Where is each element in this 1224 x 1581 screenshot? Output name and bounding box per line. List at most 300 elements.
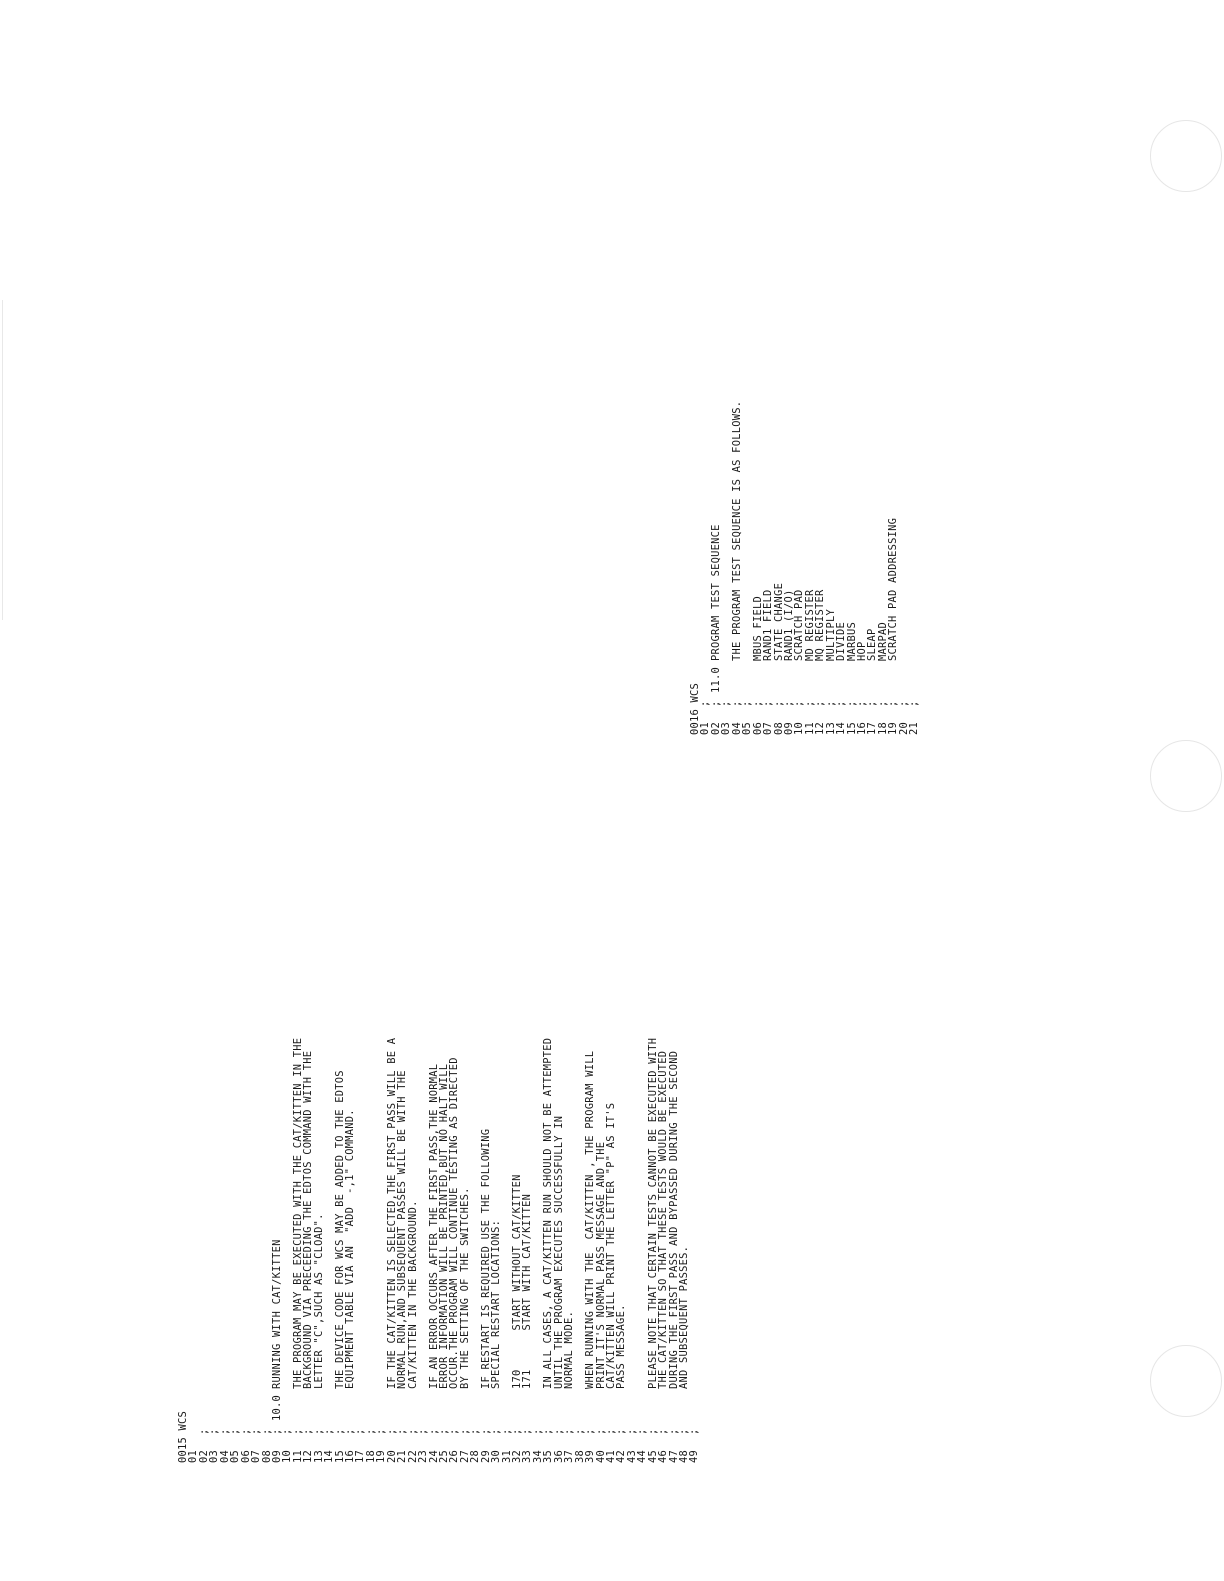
- line-number: 18: [876, 721, 889, 735]
- line-number: 30: [490, 1449, 503, 1463]
- line-text: BACKGROUND VIA PRECEEDING THE EDTOS COMMAND WITH THE: [302, 1050, 315, 1389]
- line-number: 17: [866, 721, 879, 735]
- listing-line: [888, 401, 898, 735]
- line-number: 37: [563, 1449, 576, 1463]
- comment-marker: ;: [354, 1428, 367, 1435]
- comment-marker: ;: [793, 700, 806, 707]
- section-label: [293, 1389, 303, 1421]
- line-number: 22: [406, 1449, 419, 1463]
- line-number: 08: [772, 721, 785, 735]
- line-number: 21: [396, 1449, 409, 1463]
- line-number: 12: [302, 1449, 315, 1463]
- section-label: [679, 1389, 689, 1421]
- line-number: 19: [887, 721, 900, 735]
- line-text: MBUS FIELD: [751, 595, 764, 661]
- line-number: 18: [364, 1449, 377, 1463]
- line-text: 171 START WITH CAT/KITTEN: [521, 1193, 534, 1389]
- line-text: CAT/KITTEN WILL PRINT THE LETTER "P" AS IT'S: [604, 1102, 617, 1389]
- comment-marker: ;: [323, 1428, 336, 1435]
- listing-line: [272, 1038, 282, 1463]
- section-label: [251, 1389, 261, 1421]
- section-label: [543, 1389, 553, 1421]
- comment-marker: ;: [824, 700, 837, 707]
- page-header: 0016 WCS: [689, 682, 701, 735]
- section-label: [627, 1389, 637, 1421]
- line-number: 43: [625, 1449, 638, 1463]
- listing-line: [909, 401, 919, 735]
- binder-hole-top: [1150, 120, 1222, 192]
- line-text: IN ALL CASES, A CAT/KITTEN RUN SHOULD NOT BE ATTEMPTED: [542, 1037, 555, 1389]
- section-label: [512, 1389, 522, 1421]
- comment-marker: ;: [699, 700, 712, 707]
- section-label: [345, 1389, 355, 1421]
- section-label: [909, 661, 919, 693]
- comment-marker: ;: [866, 700, 879, 707]
- comment-marker: ;: [730, 700, 743, 707]
- section-label: [585, 1389, 595, 1421]
- section-label: [366, 1389, 376, 1421]
- comment-marker: ;: [625, 1428, 638, 1435]
- comment-marker: ;: [521, 1428, 534, 1435]
- section-label: [209, 1389, 219, 1421]
- line-text: 170 START WITHOUT CAT/KITTEN: [511, 1174, 523, 1389]
- section-label: [439, 1389, 449, 1421]
- section-label: [355, 1389, 365, 1421]
- listing-line: [345, 1038, 355, 1463]
- line-number: 04: [218, 1449, 231, 1463]
- section-label: [408, 1389, 418, 1421]
- line-number: 11: [291, 1449, 304, 1463]
- line-number: 29: [479, 1449, 492, 1463]
- line-number: 06: [239, 1449, 252, 1463]
- line-text: THE DEVICE CODE FOR WCS MAY BE ADDED TO THE EDTOS: [333, 1070, 346, 1389]
- listing-line: [209, 1038, 219, 1463]
- section-label: [387, 1389, 397, 1421]
- comment-marker: ;: [563, 1428, 576, 1435]
- line-text: RAND1 (I/O): [782, 589, 795, 661]
- section-label: [470, 1389, 480, 1421]
- listing-page-0015: [178, 1038, 700, 1463]
- section-label: [867, 661, 877, 693]
- line-number: 46: [657, 1449, 670, 1463]
- section-label: [522, 1389, 532, 1421]
- comment-marker: ;: [291, 1428, 304, 1435]
- listing-line: [679, 1038, 689, 1463]
- comment-marker: ;: [375, 1428, 388, 1435]
- comment-marker: ;: [573, 1428, 586, 1435]
- listing-line: [606, 1038, 616, 1463]
- section-label: [888, 661, 898, 693]
- line-number: 47: [667, 1449, 680, 1463]
- line-number: 07: [762, 721, 775, 735]
- section-label: [481, 1389, 491, 1421]
- section-label: [418, 1389, 428, 1421]
- listing-line: [355, 1038, 365, 1463]
- comment-marker: ;: [427, 1428, 440, 1435]
- section-label: [899, 661, 909, 693]
- listing-line: [867, 401, 877, 735]
- line-text: PRINT IT'S NORMAL PASS MESSAGE AND THE: [594, 1141, 607, 1389]
- line-number: 41: [604, 1449, 617, 1463]
- line-text: STATE CHANGE: [772, 582, 785, 661]
- section-label: [303, 1389, 313, 1421]
- line-text: LETTER "C",SUCH AS "CLOAD".: [312, 1213, 325, 1389]
- section-label: [606, 1389, 616, 1421]
- line-text: PASS MESSAGE.: [615, 1304, 628, 1389]
- line-number: 10: [793, 721, 806, 735]
- line-number: 02: [197, 1449, 210, 1463]
- line-text: PLEASE NOTE THAT CERTAIN TESTS CANNOT BE EXECUTED WITH: [646, 1037, 659, 1389]
- section-label: 11.0: [709, 666, 722, 693]
- line-number: 25: [437, 1449, 450, 1463]
- section-label: 10.0: [270, 1394, 283, 1421]
- comment-marker: ;: [741, 700, 754, 707]
- line-number: 06: [751, 721, 764, 735]
- section-label: [575, 1389, 585, 1421]
- comment-marker: ;: [302, 1428, 315, 1435]
- section-label: [241, 1389, 251, 1421]
- comment-marker: ;: [615, 1428, 628, 1435]
- line-text: SCRATCH PAD: [793, 589, 806, 661]
- line-number: 10: [281, 1449, 294, 1463]
- listing-line: [188, 1038, 198, 1463]
- line-number: 05: [229, 1449, 242, 1463]
- comment-marker: ;: [333, 1428, 346, 1435]
- section-label: [502, 1389, 512, 1421]
- line-number: 16: [856, 721, 868, 735]
- comment-marker: ;: [636, 1428, 649, 1435]
- comment-marker: ;: [646, 1428, 659, 1435]
- line-text: DIVIDE: [835, 621, 848, 661]
- section-label: [230, 1389, 240, 1421]
- listing-line: [836, 401, 846, 735]
- line-text: DURING THE FIRST PASS AND BYPASSED DURING THE SECOND: [667, 1050, 680, 1389]
- line-number: 17: [354, 1449, 367, 1463]
- line-number: 14: [323, 1449, 336, 1463]
- listing-line: [753, 401, 763, 735]
- comment-marker: ;: [385, 1428, 398, 1435]
- comment-marker: ;: [344, 1428, 356, 1435]
- comment-marker: ;: [469, 1428, 482, 1435]
- section-label: [763, 661, 773, 693]
- listing-line: [418, 1038, 428, 1463]
- section-label: [220, 1389, 230, 1421]
- line-number: 48: [678, 1449, 690, 1463]
- comment-marker: ;: [552, 1428, 565, 1435]
- section-label: [805, 661, 815, 693]
- listing-line: [230, 1038, 240, 1463]
- line-number: 03: [208, 1449, 221, 1463]
- comment-marker: ;: [260, 1428, 273, 1435]
- line-text: MULTIPLY: [824, 608, 837, 661]
- section-label: [314, 1389, 324, 1421]
- comment-marker: ;: [782, 700, 795, 707]
- section-label: [669, 1389, 679, 1421]
- line-text: IF THE CAT/KITTEN IS SELECTED,THE FIRST PASS WILL BE A: [385, 1037, 398, 1389]
- line-number: 20: [897, 721, 910, 735]
- line-number: 32: [511, 1449, 523, 1463]
- section-label: [188, 1389, 198, 1421]
- comment-marker: ;: [667, 1428, 680, 1435]
- comment-marker: ;: [490, 1428, 503, 1435]
- listing-line: [616, 1038, 626, 1463]
- line-text: RAND1 FIELD: [762, 589, 775, 661]
- section-label: [616, 1389, 626, 1421]
- section-label: [335, 1389, 345, 1421]
- listing-line: [366, 1038, 376, 1463]
- line-number: 13: [312, 1449, 325, 1463]
- line-number: 21: [908, 721, 921, 735]
- line-text: SPECIAL RESTART LOCATIONS:: [490, 1219, 503, 1389]
- listing-line: [460, 1038, 470, 1463]
- line-text: HOP: [856, 641, 868, 661]
- line-number: 09: [270, 1449, 283, 1463]
- comment-marker: ;: [594, 1428, 607, 1435]
- line-number: 04: [730, 721, 743, 735]
- comment-marker: ;: [657, 1428, 670, 1435]
- listing-page-0016: [690, 401, 920, 735]
- comment-marker: ;: [772, 700, 785, 707]
- comment-marker: ;: [364, 1428, 377, 1435]
- listing-line: [732, 401, 742, 735]
- line-text: MQ REGISTER: [814, 589, 827, 661]
- section-label: [533, 1389, 543, 1421]
- line-text: NORMAL RUN,AND SUBSEQUENT PASSES WILL BE WITH THE: [396, 1070, 409, 1389]
- listing-line: [554, 1038, 564, 1463]
- section-label: [460, 1389, 470, 1421]
- section-label: [815, 661, 825, 693]
- comment-marker: ;: [458, 1428, 471, 1435]
- listing-line: [784, 401, 794, 735]
- section-label: [857, 661, 867, 693]
- line-number: 07: [250, 1449, 263, 1463]
- listing-line: [742, 401, 752, 735]
- section-label: [721, 661, 731, 693]
- line-number: 16: [344, 1449, 356, 1463]
- line-number: 08: [260, 1449, 273, 1463]
- comment-marker: ;: [479, 1428, 492, 1435]
- listing-line: [324, 1038, 334, 1463]
- section-label: [836, 661, 846, 693]
- comment-marker: ;: [803, 700, 816, 707]
- line-number: 01: [187, 1449, 200, 1463]
- line-text: SCRATCH PAD ADDRESSING: [887, 517, 900, 661]
- section-label: [742, 661, 752, 693]
- comment-marker: ;: [751, 700, 764, 707]
- listing-line: [774, 401, 784, 735]
- listing-line: [241, 1038, 251, 1463]
- line-number: 15: [845, 721, 858, 735]
- line-text: PROGRAM TEST SEQUENCE: [709, 524, 722, 661]
- comment-marker: ;: [876, 700, 889, 707]
- section-label: [199, 1389, 209, 1421]
- comment-marker: ;: [908, 700, 921, 707]
- line-number: 14: [835, 721, 848, 735]
- comment-marker: ;: [678, 1428, 690, 1435]
- line-number: 12: [814, 721, 827, 735]
- line-number: 05: [741, 721, 754, 735]
- section-label: [376, 1389, 386, 1421]
- line-text: RUNNING WITH CAT/KITTEN: [270, 1239, 283, 1389]
- line-number: 28: [469, 1449, 482, 1463]
- comment-marker: ;: [500, 1428, 513, 1435]
- listing-line: [627, 1038, 637, 1463]
- line-number: 24: [427, 1449, 440, 1463]
- section-label: [689, 1389, 699, 1421]
- line-text: NORMAL MODE.: [563, 1310, 576, 1389]
- listing-line: [408, 1038, 418, 1463]
- listing-line: [522, 1038, 532, 1463]
- comment-marker: ;: [835, 700, 848, 707]
- line-text: MARPAD: [876, 621, 889, 661]
- line-text: AND SUBSEQUENT PASSES.: [678, 1245, 690, 1389]
- line-text: CAT/KITTEN IN THE BACKGROUND.: [406, 1200, 419, 1389]
- comment-marker: ;: [897, 700, 910, 707]
- line-text: BY THE SETTING OF THE SWITCHES.: [458, 1187, 471, 1389]
- line-text: MARBUS: [845, 621, 858, 661]
- line-text: IF RESTART IS REQUIRED USE THE FOLLOWING: [479, 1128, 492, 1389]
- section-label: [491, 1389, 501, 1421]
- comment-marker: ;: [604, 1428, 617, 1435]
- line-text: THE PROGRAM TEST SEQUENCE IS AS FOLLOWS.: [730, 400, 743, 661]
- page-header: 0015 WCS: [177, 1410, 189, 1463]
- line-number: 19: [375, 1449, 388, 1463]
- line-number: 49: [688, 1449, 701, 1463]
- listing-line: [899, 401, 909, 735]
- line-number: 39: [584, 1449, 597, 1463]
- listing-line: [763, 401, 773, 735]
- comment-marker: ;: [229, 1428, 242, 1435]
- line-text: THE PROGRAM MAY BE EXECUTED WITH THE CAT/KITTEN IN THE: [291, 1037, 304, 1389]
- listing-line: [585, 1038, 595, 1463]
- line-number: 26: [448, 1449, 461, 1463]
- line-number: 23: [417, 1449, 430, 1463]
- comment-marker: ;: [584, 1428, 597, 1435]
- section-label: [658, 1389, 668, 1421]
- line-number: 01: [699, 721, 712, 735]
- section-label: [774, 661, 784, 693]
- comment-marker: ;: [270, 1428, 283, 1435]
- listing-line: [847, 401, 857, 735]
- section-label: [794, 661, 804, 693]
- line-number: 40: [594, 1449, 607, 1463]
- comment-marker: ;: [281, 1428, 294, 1435]
- comment-marker: ;: [762, 700, 775, 707]
- line-number: 33: [521, 1449, 534, 1463]
- comment-marker: ;: [312, 1428, 325, 1435]
- line-number: 34: [531, 1449, 544, 1463]
- section-label: [826, 661, 836, 693]
- listing-line: [314, 1038, 324, 1463]
- section-label: [878, 661, 888, 693]
- section-label: [847, 661, 857, 693]
- comment-marker: ;: [856, 700, 868, 707]
- comment-marker: ;: [720, 700, 733, 707]
- line-text: SLEAP: [866, 628, 879, 661]
- listing-line: [857, 401, 867, 735]
- listing-line: [658, 1038, 668, 1463]
- binder-hole-middle: [1150, 740, 1222, 812]
- listing-line: [805, 401, 815, 735]
- line-number: 03: [720, 721, 733, 735]
- line-number: 15: [333, 1449, 346, 1463]
- section-label: [732, 661, 742, 693]
- line-number: 42: [615, 1449, 628, 1463]
- line-number: 36: [552, 1449, 565, 1463]
- line-text: MD REGISTER: [803, 589, 816, 661]
- listing-line: [199, 1038, 209, 1463]
- comment-marker: ;: [531, 1428, 544, 1435]
- listing-line: [711, 401, 721, 735]
- listing-line: [491, 1038, 501, 1463]
- section-label: [753, 661, 763, 693]
- section-label: [429, 1389, 439, 1421]
- comment-marker: ;: [218, 1428, 231, 1435]
- comment-marker: ;: [437, 1428, 450, 1435]
- line-number: 44: [636, 1449, 649, 1463]
- section-label: [564, 1389, 574, 1421]
- comment-marker: ;: [250, 1428, 263, 1435]
- section-label: [554, 1389, 564, 1421]
- line-text: UNTIL THE PROGRAM EXECUTES SUCCESSFULLY IN: [552, 1115, 565, 1389]
- comment-marker: ;: [709, 700, 722, 707]
- section-label: [282, 1389, 292, 1421]
- line-number: 35: [542, 1449, 555, 1463]
- line-number: 20: [385, 1449, 398, 1463]
- listing-line: [220, 1038, 230, 1463]
- section-label: [648, 1389, 658, 1421]
- listing-line: [826, 401, 836, 735]
- line-number: 45: [646, 1449, 659, 1463]
- line-number: 38: [573, 1449, 586, 1463]
- section-label: [596, 1389, 606, 1421]
- listing-line: [251, 1038, 261, 1463]
- binder-hole-bottom: [1150, 1345, 1222, 1417]
- comment-marker: ;: [208, 1428, 221, 1435]
- section-label: [397, 1389, 407, 1421]
- comment-marker: ;: [845, 700, 858, 707]
- comment-marker: ;: [688, 1428, 701, 1435]
- listing-line: [794, 401, 804, 735]
- comment-marker: ;: [814, 700, 827, 707]
- section-label: [449, 1389, 459, 1421]
- line-number: 02: [709, 721, 722, 735]
- comment-marker: ;: [511, 1428, 523, 1435]
- scan-edge-shadow: [2, 300, 3, 620]
- section-label: [324, 1389, 334, 1421]
- line-text: ERROR INFORMATION WILL BE PRINTED,BUT NO HALT WILL: [437, 1063, 450, 1389]
- line-number: 09: [782, 721, 795, 735]
- comment-marker: ;: [396, 1428, 409, 1435]
- line-number: 27: [458, 1449, 471, 1463]
- listing-line: [564, 1038, 574, 1463]
- comment-marker: ;: [887, 700, 900, 707]
- comment-marker: ;: [448, 1428, 461, 1435]
- comment-marker: ;: [239, 1428, 252, 1435]
- line-text: OCCUR.THE PROGRAM WILL CONTINUE TESTING AS DIRECTED: [448, 1057, 461, 1389]
- line-number: 31: [500, 1449, 513, 1463]
- section-label: [784, 661, 794, 693]
- comment-marker: ;: [417, 1428, 430, 1435]
- line-number: 11: [803, 721, 816, 735]
- line-text: IF AN ERROR OCCURS AFTER THE FIRST PASS,THE NORMAL: [427, 1063, 440, 1389]
- line-number: 13: [824, 721, 837, 735]
- comment-marker: ;: [542, 1428, 555, 1435]
- comment-marker: ;: [406, 1428, 419, 1435]
- line-text: EQUIPMENT TABLE VIA AN "ADD -,1" COMMAND.: [344, 1109, 356, 1389]
- comment-marker: ;: [197, 1428, 210, 1435]
- line-text: WHEN RUNNING WITH THE CAT/KITTEN , THE PROGRAM WILL: [584, 1050, 597, 1389]
